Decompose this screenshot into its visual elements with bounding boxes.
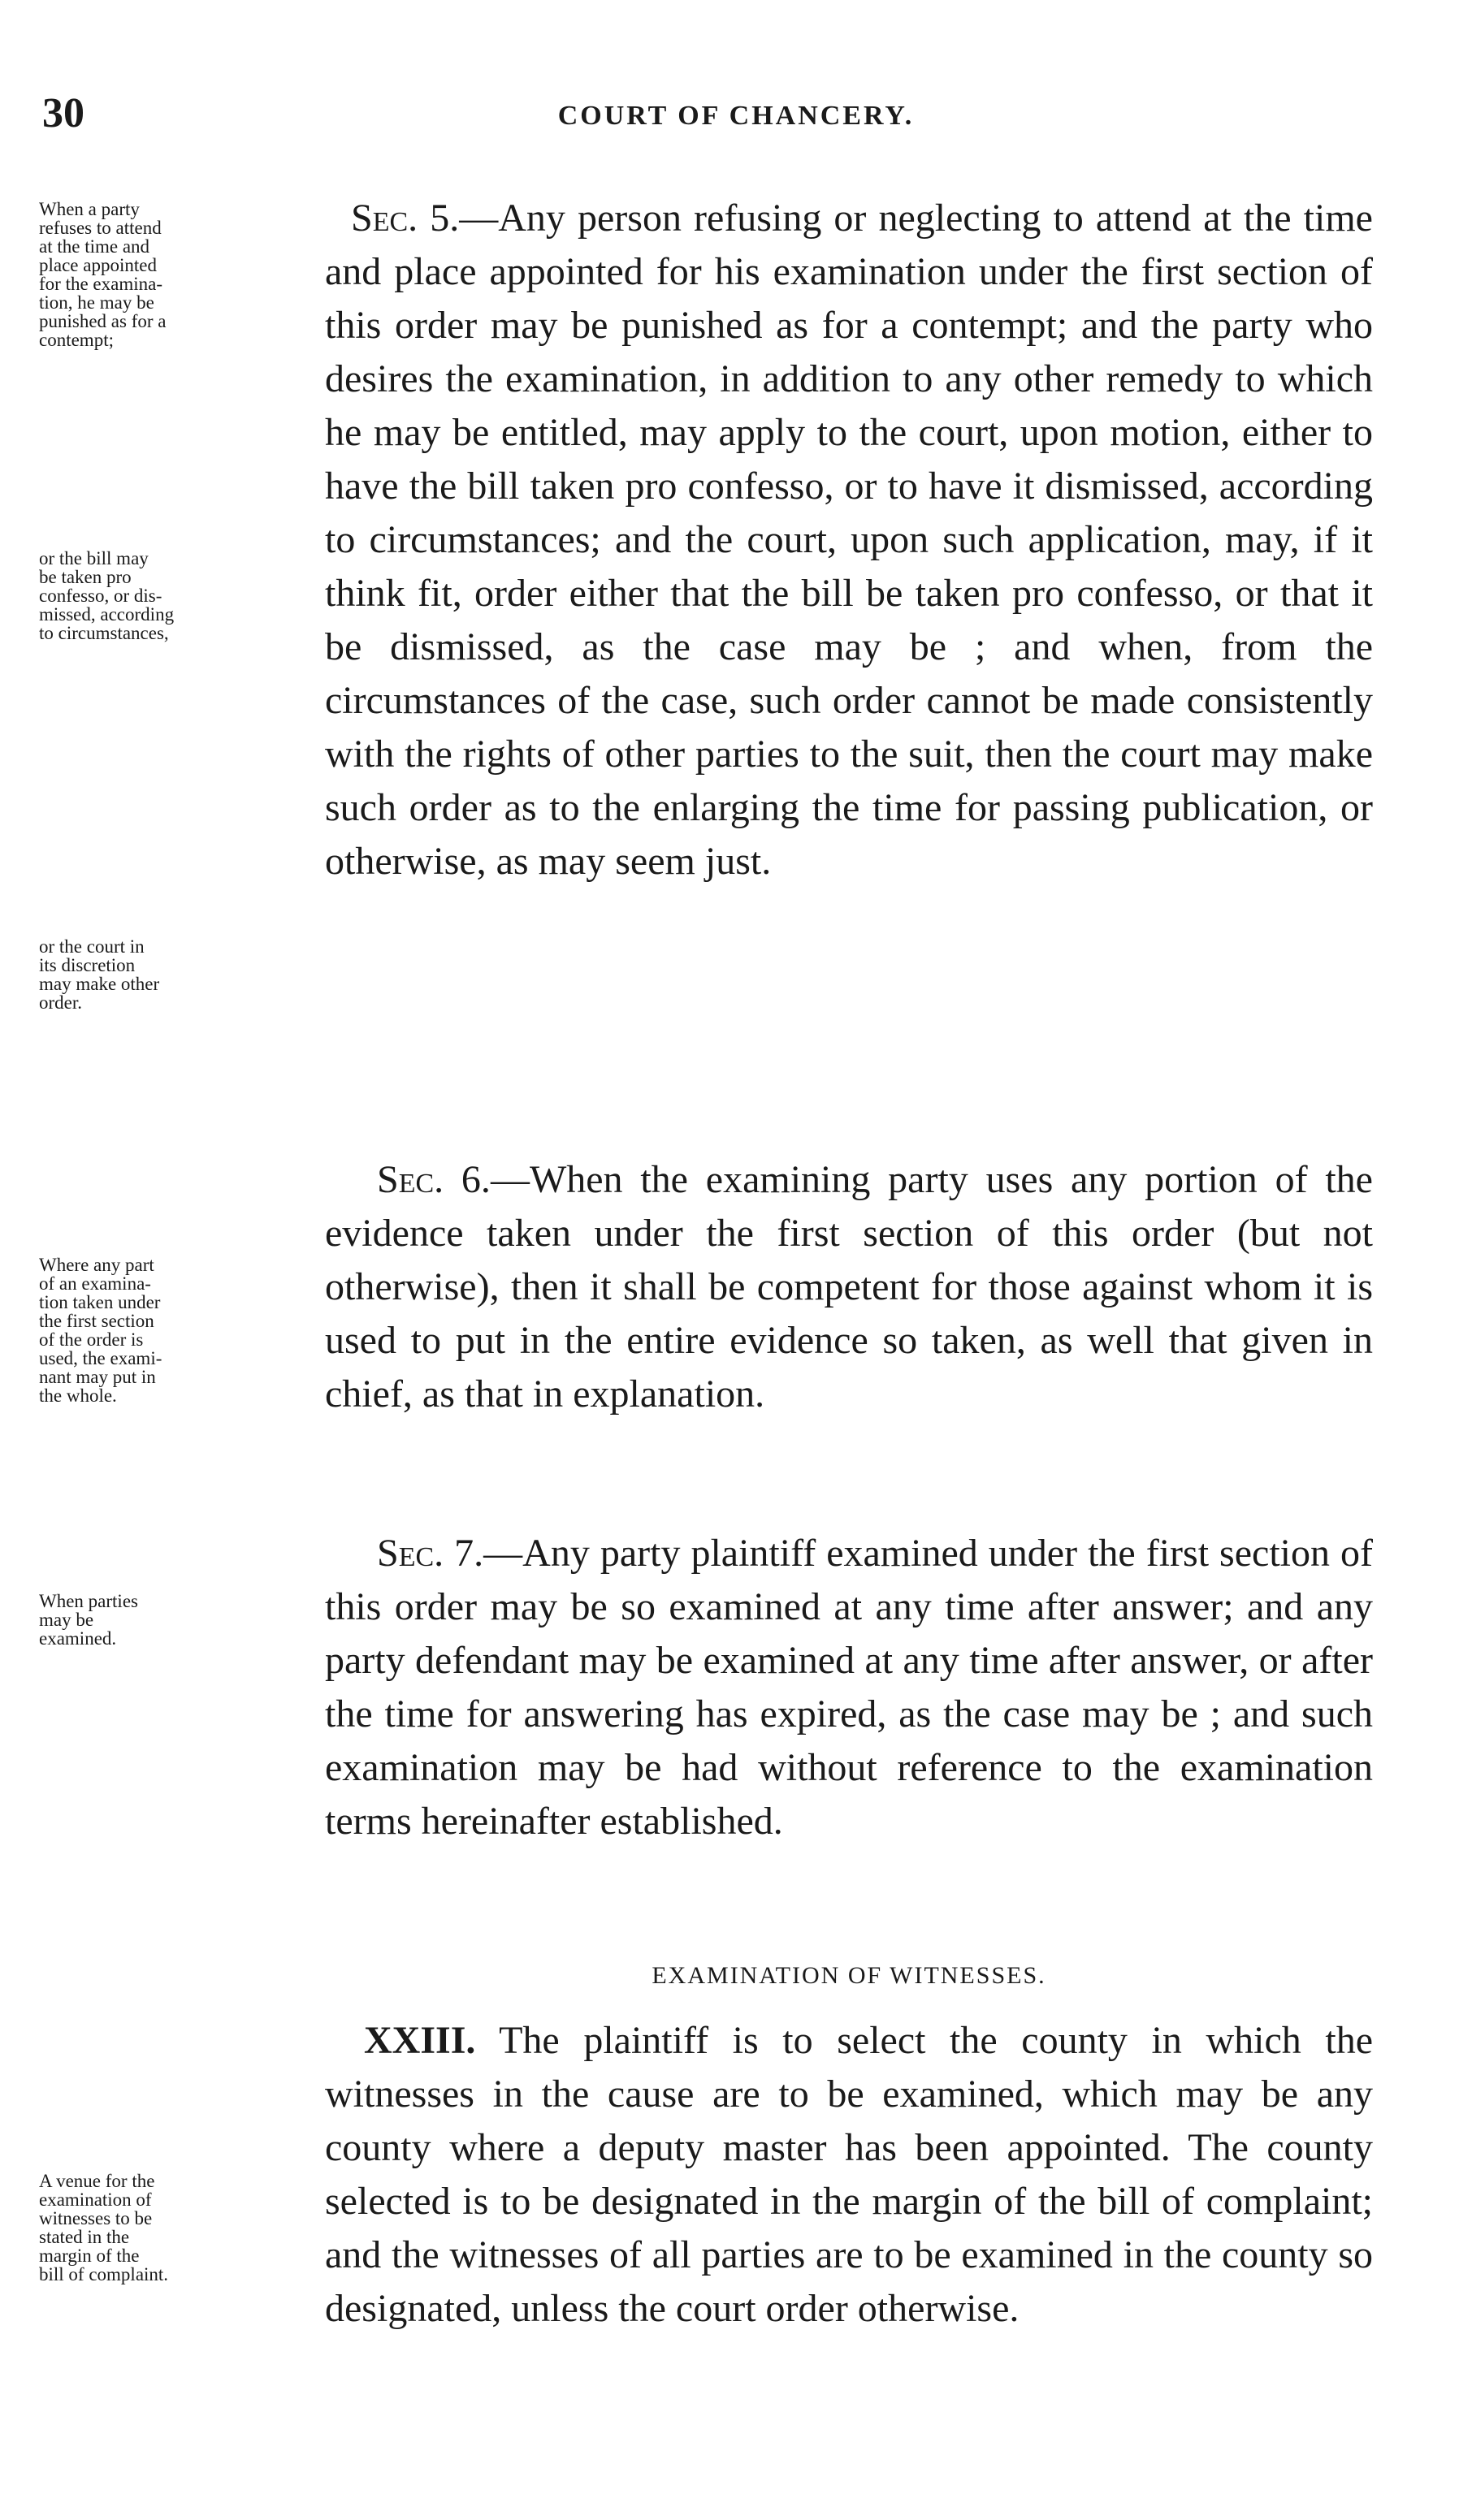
page-number: 30 [42,90,84,136]
running-head: COURT OF CHANCERY. [557,101,915,131]
margin-note-examination-part: Where any part of an examina- tion taken under the first section of the order is used, the exami- nant may put in the whole. [39,1255,162,1406]
section-7-label: Sec. 7. [377,1532,484,1575]
section-7 [325,1527,1373,1848]
section-5-text: —Any person refusing or neglecting to attend at the time and place appointed for his examination under the first section of this order may be punished as for a contempt; and the party who desires the examination, in addition to any other remedy to which he may be entitled, may apply to the court, upon motion, either to have the bill taken pro confesso, or to have it dismissed, according to circumstances; and the court, upon such application, may, if it think fit, order either that the bill be taken pro confesso, or that it be dismissed, as the case may be ; and when, from the circumstances of the case, such order cannot be made consistently with the rights of other parties to the suit, then the court may make such order as to the enlarging the time for passing publication, or otherwise, as may seem just. [325,197,1373,883]
section-heading: EXAMINATION OF WITNESSES. [652,1962,1046,1989]
section-6 [325,1153,1373,1421]
margin-note-venue: A venue for the examination of witnesses to be stated in the margin of the bill of complaint. [39,2171,169,2284]
section-6-text: —When the examining party uses any portion of the evidence taken under the first section of this order (but not otherwise), then it shall be competent for those against whom it is used to put in the entire evidence so taken, as well that given in chief, as that in explanation. [325,1158,1373,1416]
rule-23-text: The plaintiff is to select the county in which the witnesses in the cause are to be examined, which may be any county where a deputy master has been appointed. The county selected is to be designated in the margin of the bill of complaint; and the witnesses of all parties are to be examined in the county so designated, unless the court order otherwise. [325,2019,1373,2330]
margin-note-court-discretion: or the court in its discretion may make other order. [39,936,160,1013]
section-5 [325,192,1373,888]
section-5-label: Sec. 5. [351,197,460,240]
margin-note-when-parties: When parties may be examined. [39,1591,138,1649]
margin-note-pro-confesso: or the bill may be taken pro confesso, or dis- missed, according to circumstances, [39,548,175,643]
rule-23-label: XXIII. [364,2019,476,2062]
section-7-text: —Any party plaintiff examined under the first section of this order may be so examined at any time after answer; and any party defendant may be examined at any time after answer, or after the time for answering has expired, as the case may be ; and such examination may be had without reference to the examination terms hereinafter established. [325,1532,1373,1843]
margin-note-contempt: When a party refuses to attend at the time and place appointed for the examina- tion, he may be punished as for a contempt; [39,199,167,350]
rule-23 [325,2014,1373,2336]
page-header [0,89,1472,138]
section-6-label: Sec. 6. [377,1158,491,1201]
